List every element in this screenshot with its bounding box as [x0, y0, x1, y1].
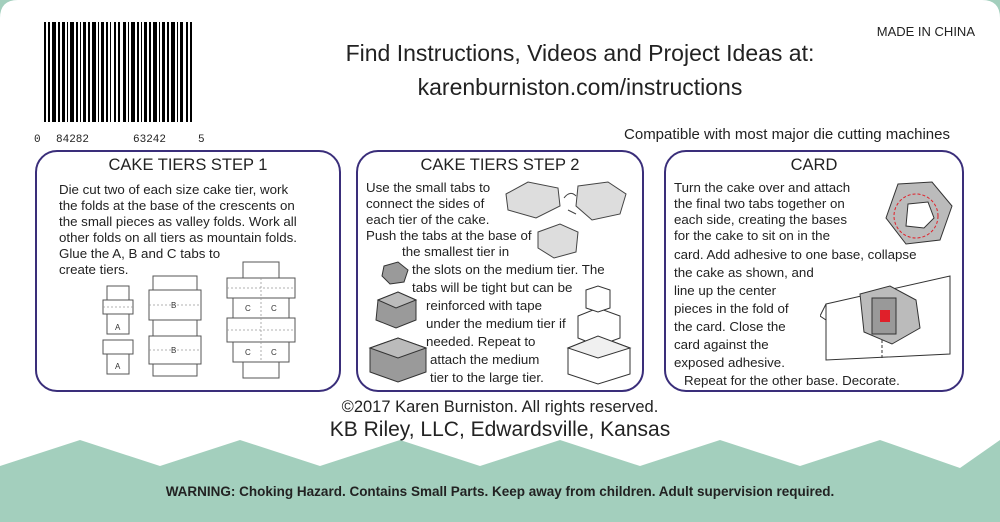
- card-fold-illustration: [820, 270, 958, 362]
- panel-text-line: create tiers.: [59, 262, 129, 277]
- panel-text-line: the slots on the medium tier. The: [412, 262, 605, 277]
- panel-text-line: Push the tabs at the base of: [366, 228, 532, 243]
- tab-connection-illustration: [498, 176, 638, 262]
- panel-text-line: exposed adhesive.: [674, 355, 785, 370]
- panel-text-line: connect the sides of: [366, 196, 485, 211]
- panel-text-line: reinforced with tape: [426, 298, 543, 313]
- barcode-digit: 84282: [56, 134, 90, 146]
- tab-label: A: [115, 362, 121, 371]
- panel-text-line: Use the small tabs to: [366, 180, 491, 195]
- panel-text-line: line up the center: [674, 283, 777, 298]
- tab-label: C: [245, 304, 251, 313]
- barcode-digit: 63242: [133, 134, 167, 146]
- made-in-label: MADE IN CHINA: [876, 24, 975, 39]
- panel-text-line: the cake as shown, and: [674, 265, 814, 280]
- panel-text-line: the folds at the base of the crescents on: [59, 198, 295, 213]
- panel-text-line: tier to the large tier.: [430, 370, 544, 385]
- stacked-tiers-illustration: [368, 260, 430, 386]
- panel-text-line: Die cut two of each size cake tier, work: [59, 182, 289, 197]
- panel-text-line: attach the medium: [430, 352, 540, 367]
- instructions-url: karenburniston.com/instructions: [417, 74, 743, 100]
- tab-label: C: [245, 348, 251, 357]
- panel-text-line: needed. Repeat to: [426, 334, 536, 349]
- step2-panel: [356, 150, 644, 392]
- tab-label: B: [171, 301, 177, 310]
- barcode-digit: 0: [34, 134, 41, 146]
- panel-text-line: the final two tabs together on: [674, 196, 845, 211]
- panel-text-line: Glue the A, B and C tabs to: [59, 246, 221, 261]
- tab-label: B: [171, 346, 177, 355]
- panel-text-line: the smallest tier in: [402, 244, 510, 259]
- assembled-cake-illustration: [558, 282, 640, 386]
- panel-title: CAKE TIERS STEP 1: [108, 156, 268, 174]
- panel-text-line: each tier of the cake.: [366, 212, 490, 227]
- choking-hazard-warning: WARNING: Choking Hazard. Contains Small Parts. Keep away from children. Adult supervision required.: [165, 484, 835, 499]
- panel-text-line: tabs will be tight but can be: [412, 280, 573, 295]
- panel-text-line: the card. Close the: [674, 319, 786, 334]
- flat-tier-templates-illustration: [93, 256, 303, 386]
- panel-text-line: the small pieces as valley folds. Work all: [59, 214, 297, 229]
- tab-label: A: [115, 323, 121, 332]
- panel-text-line: for the cake to sit on in the: [674, 228, 830, 243]
- panel-text-line: other folds on all tiers as mountain folds.: [59, 230, 297, 245]
- panel-text-line: card. Add adhesive to one base, collapse: [674, 247, 917, 262]
- instructions-heading: Find Instructions, Videos and Project Ideas at:: [345, 40, 815, 66]
- panel-text-line: Turn the cake over and attach: [674, 180, 851, 195]
- panel-text-line: pieces in the fold of: [674, 301, 789, 316]
- tab-label: C: [271, 304, 277, 313]
- panel-title: CARD: [790, 156, 838, 174]
- card-panel: [664, 150, 964, 392]
- tab-label: C: [271, 348, 277, 357]
- barcode-digit: 5: [198, 134, 205, 146]
- panel-text-line: Repeat for the other base. Decorate.: [684, 373, 900, 388]
- panel-text-line: each side, creating the bases: [674, 212, 847, 227]
- cake-base-illustration: [880, 178, 958, 250]
- compatibility-note: Compatible with most major die cutting machines: [624, 126, 950, 143]
- copyright-text: ©2017 Karen Burniston. All rights reserved.: [341, 398, 659, 416]
- panel-title: CAKE TIERS STEP 2: [420, 156, 580, 174]
- barcode: [40, 22, 210, 122]
- company-address: KB Riley, LLC, Edwardsville, Kansas: [329, 418, 671, 441]
- panel-text-line: card against the: [674, 337, 769, 352]
- step1-panel: [35, 150, 341, 392]
- panel-text-line: under the medium tier if: [426, 316, 566, 331]
